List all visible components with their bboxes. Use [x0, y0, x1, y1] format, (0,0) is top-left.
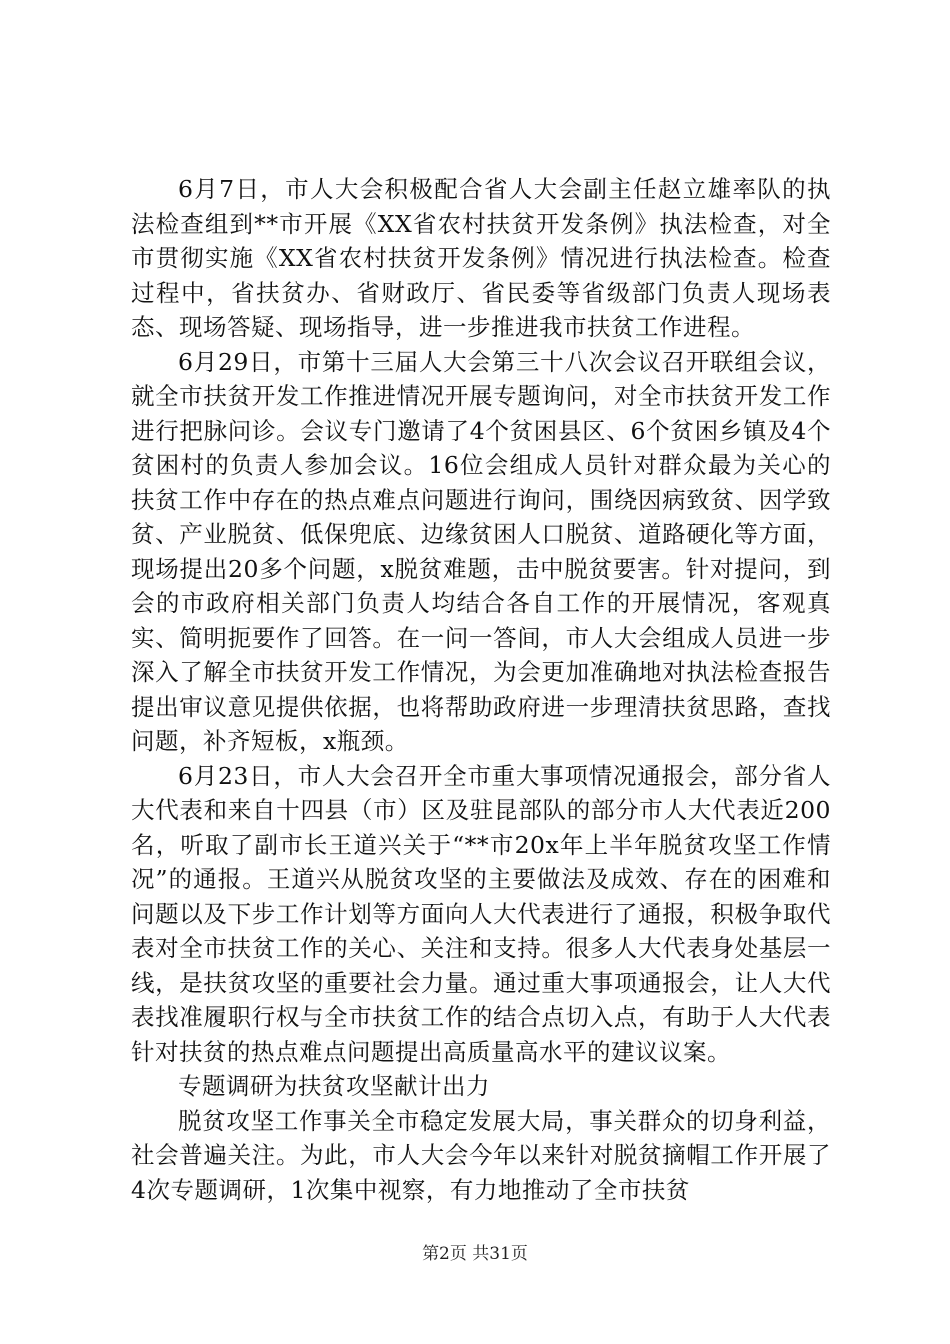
- paragraph-june-29: 6月29日，市第十三届人大会第三十八次会议召开联组会议，就全市扶贫开发工作推进情况开展专题询问，对全市扶贫开发工作进行把脉问诊。会议专门邀请了4个贫困县区、6个贫困乡镇及4个贫困村的负责人参加会议。16位会组成人员针对群众最为关心的扶贫工作中存在的热点难点问题进行询问，围绕因病致贫、因学致贫、产业脱贫、低保兜底、边缘贫困人口脱贫、道路硬化等方面，现场提出20多个问题，x脱贫难题，击中脱贫要害。针对提问，到会的市政府相关部门负责人均结合各自工作的开展情况，客观真实、简明扼要作了回答。在一问一答间，市人大会组成人员进一步深入了解全市扶贫开发工作情况，为会更加准确地对执法检查报告提出审议意见提供依据，也将帮助政府进一步理清扶贫思路，查找问题，补齐短板，x瓶颈。: [131, 347, 831, 755]
- paragraph-june-7: 6月7日，市人大会积极配合省人大会副主任赵立雄率队的执法检查组到**市开展《XX省农村扶贫开发条例》执法检查，对全市贯彻实施《XX省农村扶贫开发条例》情况进行执法检查。检查过程中，省扶贫办、省财政厅、省民委等省级部门负责人现场表态、现场答疑、现场指导，进一步推进我市扶贫工作进程。: [131, 175, 831, 341]
- page-number-label: 第2页 共31页: [422, 1244, 528, 1264]
- page-footer: [0, 1243, 950, 1265]
- paragraph-research: 脱贫攻坚工作事关全市稳定发展大局，事关群众的切身利益，社会普遍关注。为此，市人大会今年以来针对脱贫摘帽工作开展了4次专题调研，1次集中视察，有力地推动了全市扶贫: [131, 1106, 831, 1204]
- section-heading: 专题调研为扶贫攻坚献计出力: [178, 1072, 490, 1100]
- paragraph-june-23: 6月23日，市人大会召开全市重大事项情况通报会，部分省人大代表和来自十四县（市）区及驻昆部队的部分市人大代表近200名，听取了副市长王道兴关于“**市20x年上半年脱贫攻坚工作情况”的通报。王道兴从脱贫攻坚的主要做法及成效、存在的困难和问题以及下步工作计划等方面向人大代表进行了通报，积极争取代表对全市扶贫工作的关心、关注和支持。很多人大代表身处基层一线，是扶贫攻坚的重要社会力量。通过重大事项通报会，让人大代表找准履职行权与全市扶贫工作的结合点切入点，有助于人大代表针对扶贫的热点难点问题提出高质量高水平的建议议案。: [131, 761, 831, 1066]
- document-body: [131, 172, 831, 1207]
